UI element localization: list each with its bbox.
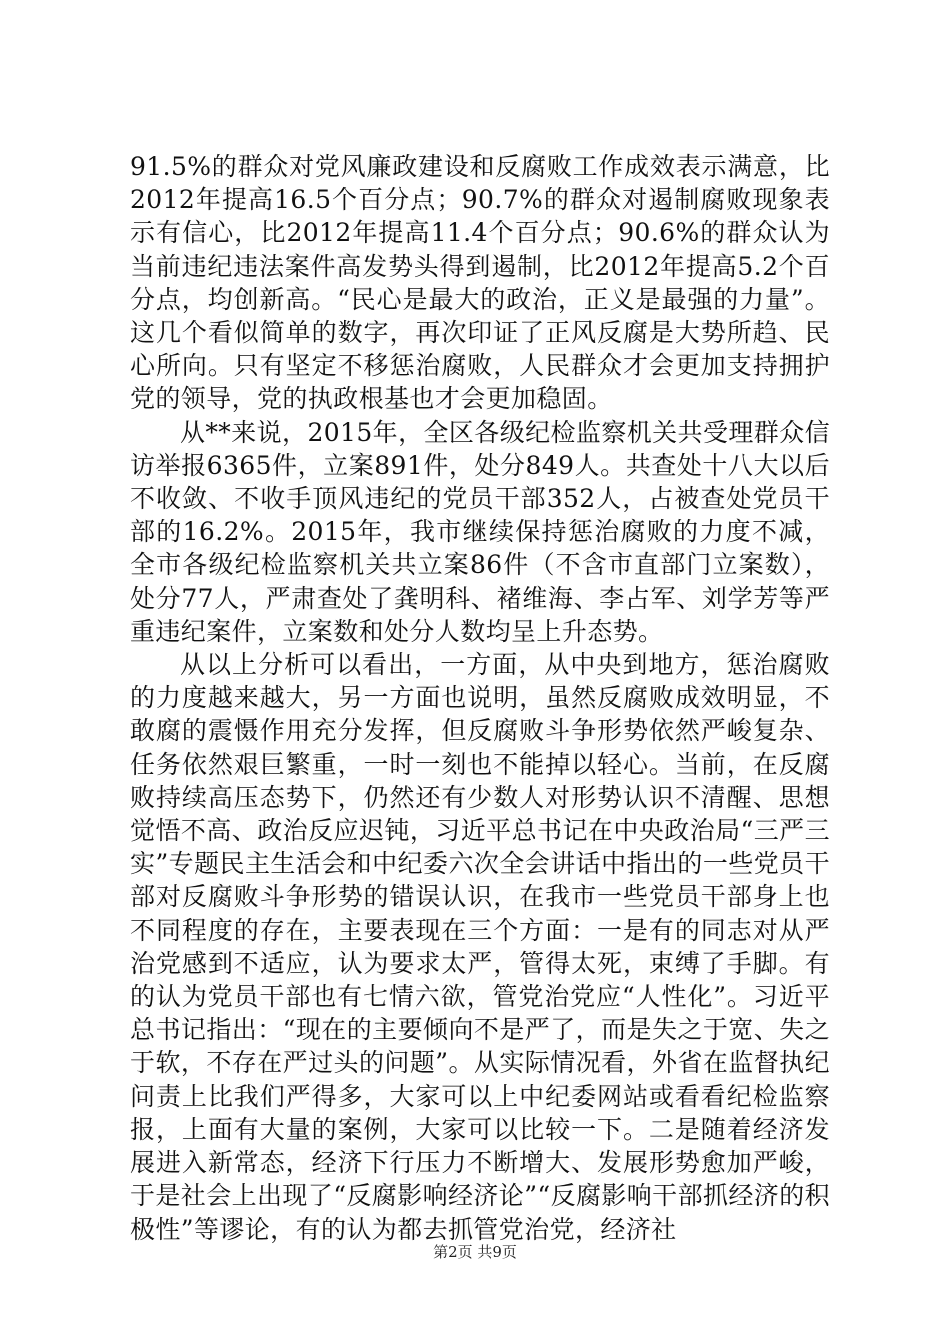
paragraph-2: 从**来说，2015年，全区各级纪检监察机关共受理群众信访举报6365件，立案891件，处分849人。共查处十八大以后不收敛、不收手顶风违纪的党员干部352人，占被查处党员干部的16.2%。2015年，我市继续保持惩治腐败的力度不减，全市各级纪检监察机关共立案86件（不含市直部门立案数），处分77人，严肃查处了龚明科、褚维海、李占军、刘学芳等严重违纪案件，立案数和处分人数均呈上升态势。: [130, 417, 830, 646]
page-footer: 第2页 共9页: [433, 1243, 517, 1261]
paragraph-1: 91.5%的群众对党风廉政建设和反腐败工作成效表示满意，比2012年提高16.5个百分点；90.7%的群众对遏制腐败现象表示有信心，比2012年提高11.4个百分点；90.6%的群众认为当前违纪违法案件高发势头得到遏制，比2012年提高5.2个百分点，均创新高。“民心是最大的政治，正义是最强的力量”。这几个看似简单的数字，再次印证了正风反腐是大势所趋、民心所向。只有坚定不移惩治腐败，人民群众才会更加支持拥护党的领导，党的执政根基也才会更加稳固。: [130, 152, 830, 414]
paragraph-3: 从以上分析可以看出，一方面，从中央到地方，惩治腐败的力度越来越大，另一方面也说明，虽然反腐败成效明显，不敢腐的震慑作用充分发挥，但反腐败斗争形势依然严峻复杂、任务依然艰巨繁重，一时一刻也不能掉以轻心。当前，在反腐败持续高压态势下，仍然还有少数人对形势认识不清醒、思想觉悟不高、政治反应迟钝，习近平总书记在中央政治局“三严三实”专题民主生活会和中纪委六次全会讲话中指出的一些党员干部对反腐败斗争形势的错误认识，在我市一些党员干部身上也不同程度的存在，主要表现在三个方面：一是有的同志对从严治党感到不适应，认为要求太严，管得太死，束缚了手脚。有的认为党员干部也有七情六欲，管党治党应“人性化”。习近平总书记指出：“现在的主要倾向不是严了，而是失之于宽、失之于软，不存在严过头的问题”。从实际情况看，外省在监督执纪问责上比我们严得多，大家可以上中纪委网站或看看纪检监察报，上面有大量的案例，大家可以比较一下。二是随着经济发展进入新常态，经济下行压力不断增大、发展形势愈加严峻，于是社会上出现了“反腐影响经济论”“反腐影响干部抓经济的积极性”等谬论，有的认为都去抓管党治党，经济社: [130, 650, 830, 1244]
document-body: [130, 150, 830, 1246]
